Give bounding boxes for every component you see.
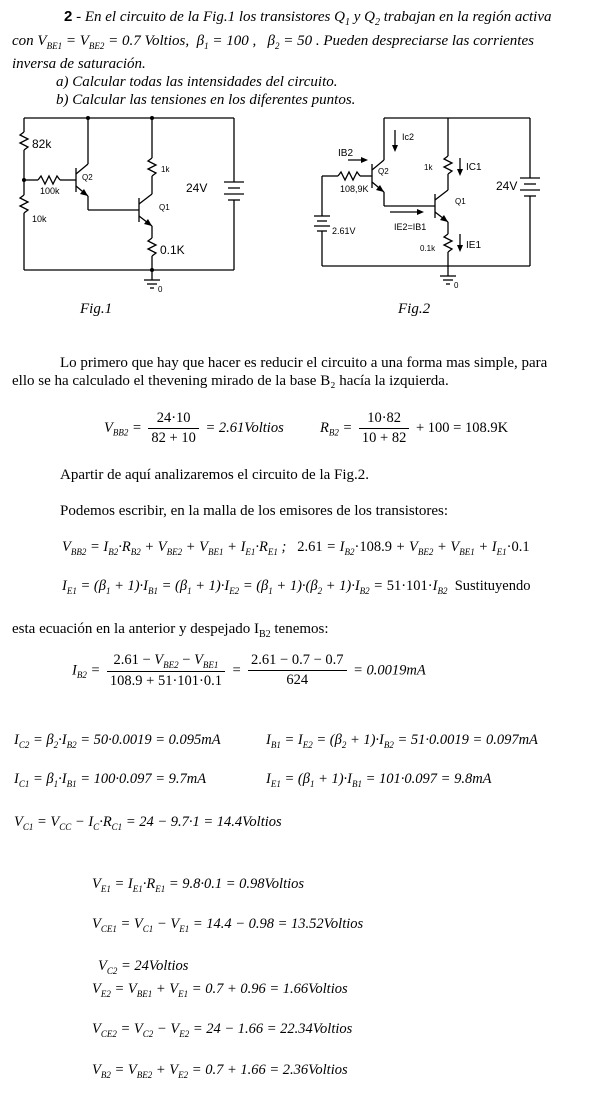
eq-ib2: $I_{B2}$ = $\frac{2.61 - V_{BE2} - V_{BE1}}{108.9 + 51\cdot 101\cdot 0.1}$ = $\frac{2.61 - 0.7 - 0.7}{624}$ = 0.0019mA: [72, 652, 426, 689]
fig2-q2-label: Q2: [378, 167, 389, 176]
fig2-vcc-label: 24V: [496, 179, 518, 193]
fig1-rc-label: 1k: [161, 165, 170, 174]
fig2-vbb-label: 2.61V: [332, 226, 356, 236]
fig1-caption: Fig.1: [80, 301, 113, 317]
eq-ve2: $V_{E2} = V_{BE1} + V_{E1} = 0.7 + 0.96$ = 1.66Voltios: [92, 981, 348, 999]
fig2-rc-label: 1k: [424, 163, 433, 172]
problem-line-2: con $V_{BE1} = V_{BE2} = 0.7$ Voltios, $\beta_1 = 100$ , $\beta_2 = 50$ . Pueden despreciarse las corrientes: [12, 33, 534, 51]
fig1-r3-label: 10k: [32, 214, 47, 224]
fig1-r1-label: 82k: [32, 137, 52, 151]
paragraph-1: Lo primero que hay que hacer es reducir el circuito a una forma mas simple, para ello se ha calculado el thevening mirado de la base B₂ hacía la izquierda.: [12, 355, 548, 389]
fig1-q1-label: Q1: [159, 203, 170, 212]
fig1-circuit: [14, 110, 254, 300]
fig2-ie1-label: IE1: [466, 240, 482, 251]
paragraph-2: Apartir de aquí analizaremos el circuito de la Fig.2.: [60, 467, 370, 483]
eq-ie1-val: $I_{E1} = (\beta_1 + 1)\cdot I_{B1} = 101\cdot 0.097 = 9.8mA$: [266, 771, 492, 789]
fig2-circuit: [310, 108, 550, 298]
item-a: a) Calcular todas las intensidades del circuito.: [56, 74, 338, 90]
paragraph-4: esta ecuación en la anterior y despejado $I_{B2}$ tenemos:: [12, 621, 329, 640]
fig1-q2-label: Q2: [82, 173, 93, 182]
eq-ie1: $I_{E1} = (\beta_1 + 1)\cdot I_{B1} = (\beta_1 + 1)\cdot I_{E2} = (\beta_1 + 1)\cdot(\beta_2 + 1)\cdot I_{B2} = 51\cdot 101\cdot I_{B2}$ Sustituyendo: [62, 578, 531, 596]
eq-vbb2: $V_{BB2}$ = $\frac{24\cdot 10}{82 + 10}$ = 2.61Voltios: [104, 410, 284, 446]
fig2-gnd-label: 0: [454, 281, 459, 290]
eq-rb2: $R_{B2}$ = $\frac{10\cdot 82}{10 + 82}$ + 100 = 108.9K: [320, 410, 509, 446]
fig2-ic2-label: Ic2: [402, 132, 415, 142]
fig2-rb-label: 108,9K: [340, 184, 369, 194]
fig2-re-label: 0.1k: [420, 244, 436, 253]
sustituyendo-text: Sustituyendo: [454, 578, 531, 594]
eq-ic2: $I_{C2} = \beta_2\cdot I_{B2} = 50\cdot 0.0019 = 0.095mA$: [14, 732, 221, 750]
item-b: b) Calcular las tensiones en los diferentes puntos.: [56, 92, 356, 108]
fig2-ib2-label: IB2: [338, 148, 354, 159]
fig1-r2-label: 100k: [40, 186, 60, 196]
eq-vc2: $V_{C2}$ = 24Voltios: [98, 958, 189, 976]
eq-ib1: $I_{B1} = I_{E2} = (\beta_2 + 1)\cdot I_{B2} = 51\cdot 0.0019 = 0.097mA$: [266, 732, 538, 750]
fig1-gnd-label: 0: [158, 285, 163, 294]
eq-vb2: $V_{B2} = V_{BE2} + V_{E2} = 0.7 + 1.66$ = 2.36Voltios: [92, 1062, 348, 1080]
problem-line-3: inversa de saturación.: [12, 56, 146, 72]
eq-vc1: $V_{C1} = V_{CC} - I_C\cdot R_{C1} = 24 - 9.7\cdot 1$ = 14.4Voltios: [14, 814, 282, 832]
problem-number: 2: [64, 8, 73, 25]
eq-vce2: $V_{CE2} = V_{C2} - V_{E2} = 24 - 1.66$ = 22.34Voltios: [92, 1021, 353, 1039]
fig2-caption: Fig.2: [398, 301, 431, 317]
fig1-re-label: 0.1K: [160, 243, 185, 257]
problem-line-1: - En el circuito de la Fig.1 los transistores $Q_1$ y $Q_2$ trabajan en la región activa: [76, 9, 552, 28]
fig2-ie2-ib1-label: IE2=IB1: [394, 222, 427, 232]
fig1-vcc-label: 24V: [186, 181, 208, 195]
paragraph-3: Podemos escribir, en la malla de los emisores de los transistores:: [60, 503, 449, 519]
eq-malla: $V_{BB2} = I_{B2}\cdot R_{B2} + V_{BE2} + V_{BE1} + I_{E1}\cdot R_{E1}$ ; $2.61 = I_{B2}\cdot 108.9 + V_{BE2} + V_{BE1} + I_{E1}\cdot 0.1$: [62, 539, 530, 557]
eq-ve1: $V_{E1} = I_{E1}\cdot R_{E1} = 9.8\cdot 0.1$ = 0.98Voltios: [92, 876, 305, 894]
eq-vce1: $V_{CE1} = V_{C1} - V_{E1} = 14.4 - 0.98$ = 13.52Voltios: [92, 916, 364, 934]
eq-ic1: $I_{C1} = \beta_1\cdot I_{B1} = 100\cdot 0.097 = 9.7mA$: [14, 771, 207, 789]
problem-statement: [12, 8, 592, 109]
fig2-ic1-label: IC1: [466, 162, 482, 173]
fig2-q1-label: Q1: [455, 197, 466, 206]
